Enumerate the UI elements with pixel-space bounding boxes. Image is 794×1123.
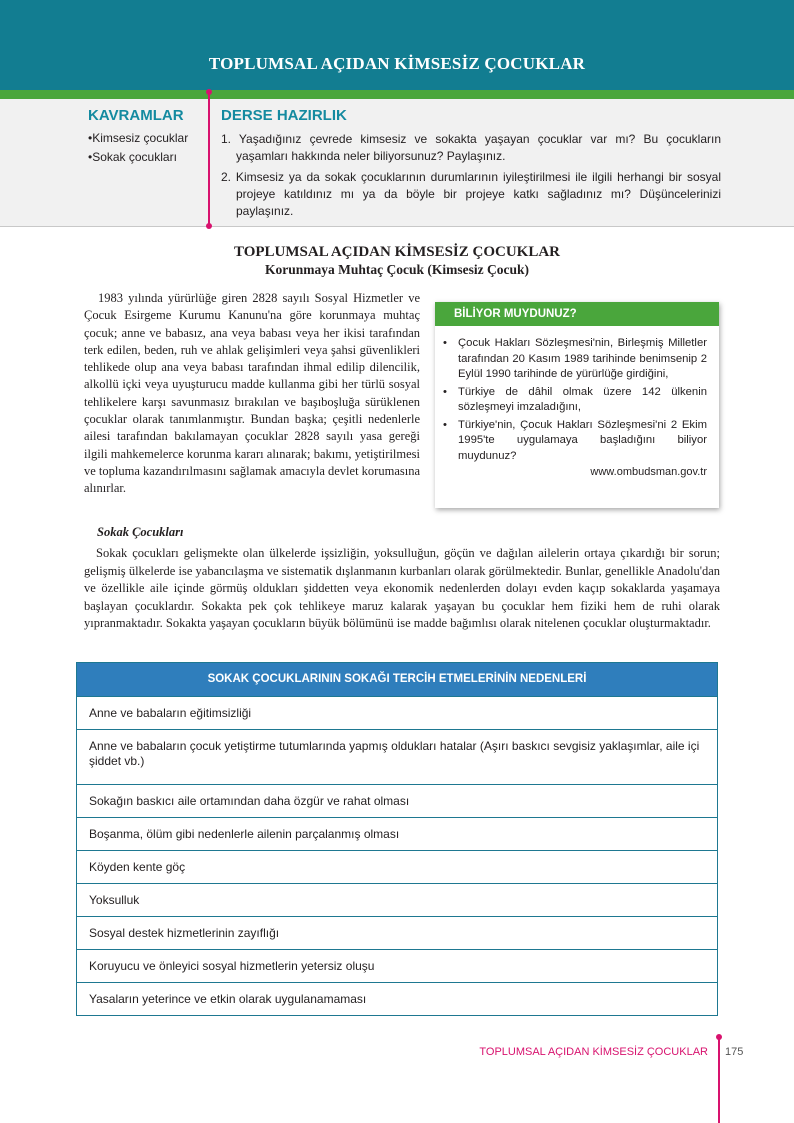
table-row: Boşanma, ölüm gibi nedenlerle ailenin parçalanmış olması (77, 817, 717, 850)
concept-item-1: •Kimsesiz çocuklar (88, 131, 189, 145)
divider-dot-top (206, 89, 212, 95)
table-row: Yasaların yeterince ve etkin olarak uygulanamaması (77, 982, 717, 1015)
table-row: Yoksulluk (77, 883, 717, 916)
table-row: Anne ve babaların çocuk yetiştirme tutumlarında yapmış oldukları hatalar (Aşırı baskıcı sevgisiz yaklaşımlar, aile içi şiddet vb.) (77, 729, 717, 784)
paragraph-street-children: Sokak çocukları gelişmekte olan ülkelerde işsizliğin, yoksulluğun, göçün ve dağılan ailelerin ortaya çıkardığı bir sorun; gelişmiş ülkelerde ise yabancılaşma ve sistematik dışlanmanın kurbanları olarak görülmektedir. Bunlar, genellikle Anadolu'dan ve özellikle aile içinde görmüş oldukları şiddetten veya ekonomik nedenlerden dolayı evden kaçıp sokaklarda yaşamaya başlayan çocuklardır. Sokakta pek çok tehlikeye maruz kalarak yaşayan bu çocuklar hem fiziki hem de ruhi olarak yıpranmaktadır. Sokakta yaşayan çocukların büyük bölümünü ise madde bağımlısı olarak nitelenen çocuklar oluşturmaktadır. (84, 546, 720, 630)
banner-green-stripe (0, 90, 794, 99)
preparation-list (221, 131, 721, 220)
did-you-know-item-3: • Türkiye'nin, Çocuk Hakları Sözleşmesi'ni 2 Ekim 1995'te uygulamaya başladığını biliyor muydunuz? (443, 418, 707, 465)
did-you-know-box (435, 302, 719, 508)
article-title: TOPLUMSAL AÇIDAN KİMSESİZ ÇOCUKLAR (233, 244, 561, 260)
table-row: Sosyal destek hizmetlerinin zayıflığı (77, 916, 717, 949)
table-row: Anne ve babaların eğitimsizliği (77, 696, 717, 729)
paragraph-protected-child: 1983 yılında yürürlüğe giren 2828 sayılı Sosyal Hizmetler ve Çocuk Esirgeme Kurumu Kanunu'na göre korunmaya muhtaç çocuk; anne ve babasız, ana veya babası veya her ikisi tarafından terk edilen, beden, ruh ve ahlak gelişimleri veya şahsi güvenlikleri tehlikede olup ana veya babası tarafından ihmal edilip dilencilik, alkollü içki veya uyuşturucu madde kullanma gibi her türlü sosyal tehlikelere karşı savunmasız bırakılan ve başıboşluğa sürüklenen çocuklar olarak tanımlanmıştır. Bundan başka; çeşitli nedenlerle ailesi tarafından bakılamayan çocuklar 2828 sayılı yasa gereği ilgili mahkemelerce korunma kararı alınarak; bakımı, yetiştirilmesi ve topluma kazandırılmasını sağlamak amacıyla devlet korumasına alınırlar. (84, 291, 420, 496)
article-subtitle: Korunmaya Muhtaç Çocuk (Kimsesiz Çocuk) (265, 262, 529, 277)
concept-item-2: •Sokak çocukları (88, 150, 177, 164)
footer-divider-dot (716, 1034, 722, 1040)
did-you-know-item-1: • Çocuk Hakları Sözleşmesi'nin, Birleşmiş Milletler tarafından 20 Kasım 1989 tarihinde benimsenip 2 Eylül 1990 tarihinde de yürürlüğe girdiğini, (443, 336, 707, 383)
table-row: Sokağın baskıcı aile ortamından daha özgür ve rahat olması (77, 784, 717, 817)
did-you-know-list (443, 336, 707, 464)
did-you-know-heading: BİLİYOR MUYDUNUZ? (435, 302, 719, 326)
did-you-know-source: www.ombudsman.gov.tr (590, 466, 707, 478)
section-heading-street-children: Sokak Çocukları (97, 525, 184, 539)
panel-divider (208, 92, 210, 226)
chapter-title: TOPLUMSAL AÇIDAN KİMSESİZ ÇOCUKLAR (208, 54, 586, 73)
did-you-know-item-2: • Türkiye de dâhil olmak üzere 142 ülkenin sözleşmeyi imzaladığını, (443, 385, 707, 416)
preparation-item-1: 1. Yaşadığınız çevrede kimsesiz ve sokakta yaşayan çocuklar var mı? Bu çocukların yaşamları hakkında neler biliyorsunuz? Paylaşınız. (221, 132, 721, 163)
divider-dot-bottom (206, 223, 212, 229)
top-banner (0, 0, 794, 90)
footer-chapter-title: TOPLUMSAL AÇIDAN KİMSESİZ ÇOCUKLAR (479, 1046, 708, 1058)
page-number: 175 (725, 1046, 744, 1058)
reasons-table (76, 662, 718, 1016)
table-row: Koruyucu ve önleyici sosyal hizmetlerin yetersiz oluşu (77, 949, 717, 982)
preparation-heading: DERSE HAZIRLIK (221, 107, 347, 124)
table-row: Köyden kente göç (77, 850, 717, 883)
concepts-heading: KAVRAMLAR (88, 107, 184, 124)
preparation-item-2: 2. Kimsesiz ya da sokak çocuklarının durumlarının iyileştirilmesi ile ilgili herhangi bir sosyal projeye katıldınız mı ya da böyle bir projeye katkı sağladınız mı? Düşüncelerinizi paylaşınız. (221, 170, 721, 218)
footer-divider (718, 1037, 720, 1123)
reasons-table-header: SOKAK ÇOCUKLARININ SOKAĞI TERCİH ETMELERİNİN NEDENLERİ (77, 663, 717, 696)
